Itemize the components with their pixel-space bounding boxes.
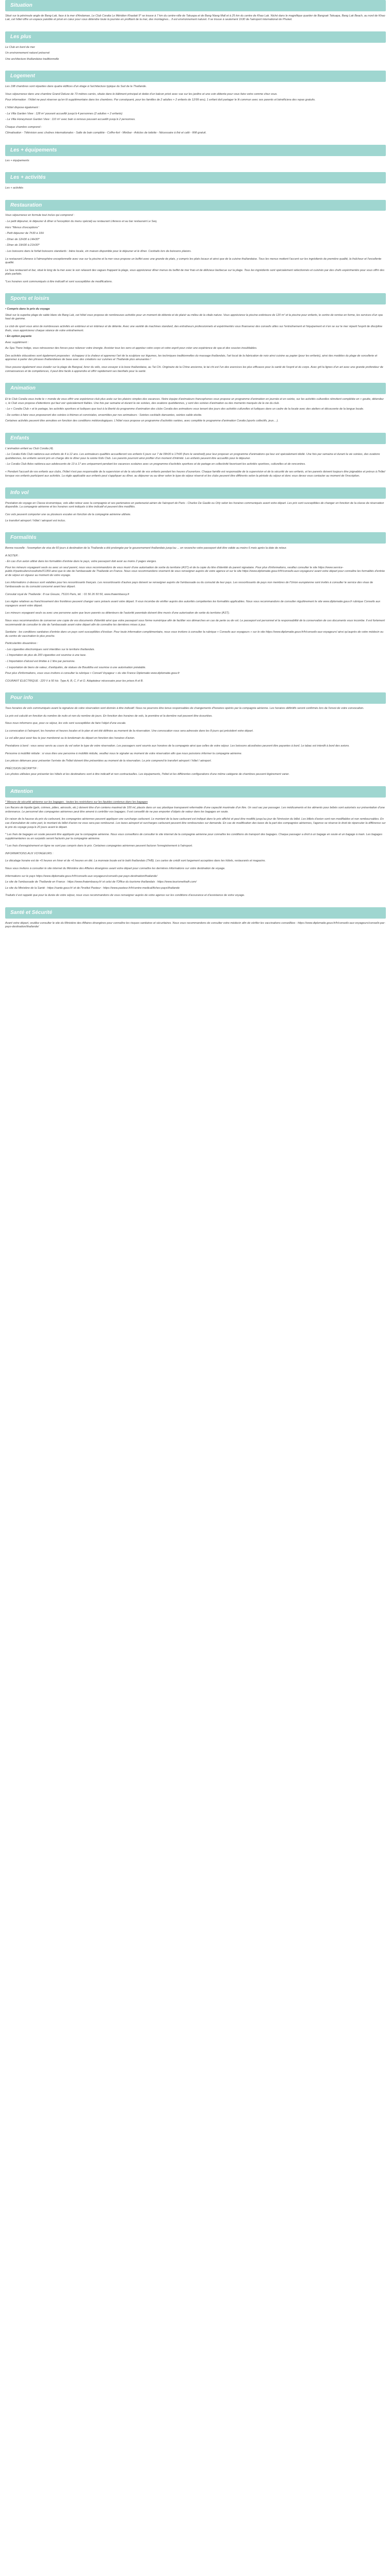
paragraph: Le Club en bord de mer bbox=[5, 45, 35, 49]
section-11 bbox=[5, 692, 386, 785]
paragraph: - La Villa Honeymoon Garden View : 110 m² avec bain à remous pouvant accueillir jusqu'à 2 personnes. bbox=[5, 118, 136, 122]
paragraph: PRÉCISION DÉCRIPTIF : bbox=[5, 767, 38, 770]
paragraph: * Les frais de bagages en soute peuvent être appliqués par la compagnie aérienne. Nous vous conseillons de consulter le site internet de la compagnie aérienne pour connaître les conditions de transport des bagages. Chaque passager a droit à un bagage en soute et un bagage à main. Les bagages supplémentaires ou en surpoids seront facturés par la compagnie aérienne. bbox=[5, 833, 383, 840]
paragraph[interactable]: Le site du Ministère de la Santé : https://sante.gouv.fr/ et de l'Institut Pasteur : https://www.pasteur.fr/fr/centre-medical/fiches-pays/thailande bbox=[5, 886, 180, 890]
section-spacer bbox=[5, 426, 386, 432]
paragraph: *Les horaires sont communiqués à titre indicatif et sont susceptibles de modifications. bbox=[5, 280, 113, 283]
section-1 bbox=[5, 31, 386, 70]
section-body bbox=[5, 398, 386, 432]
paragraph: - Le Coralia Club Ados raidonca aux adolescents de 13 à 17 ans uniquement pendant les vacances scolaires avec un programme d'activités sportives et de partage en collectivité favorisant les activités sportives, culturelles et de rencontres. bbox=[5, 463, 306, 466]
paragraph: Le club de sport vous ainsi de nombreuses activités en extérieur et en intérieur et de détente. Avec une variété de machines standard, des entraîneurs professionnels et expérimentés vous finanserez des conseils utiles sur l'entraînement et l'équipement et n'en se sur le mer réparti l'esprit de discipline thaïs, vous apprécierez chaque séance de votre entraînement. bbox=[5, 325, 383, 332]
paragraph: Les photos utilisées pour présenter les hôtels et les destinations sont à titre indicatif et non contractuelles. Les équipements, l'hôtel et les différentes configurations d'une même catégorie de chambres peuvent légèrement varier. bbox=[5, 773, 290, 776]
paragraph[interactable]: Informations sur le pays https://www.diplomatie.gouv.fr/fr/conseils-aux-voyageurs/conseils-par-pays-destination/thailande/ bbox=[5, 874, 158, 878]
section-body bbox=[5, 447, 386, 486]
section-body bbox=[5, 502, 386, 531]
section-body bbox=[5, 707, 386, 785]
section-title: Logement bbox=[5, 71, 386, 82]
section-body bbox=[5, 801, 386, 906]
paragraph: Pour information : l'hôtel ne peut réserver qu'en lit supplémentaire dans les chambres. Par conséquent, pour les familles de 2 adultes + 2 enfants de 12/99 ans), 1 enfant doit partager le lit commun avec ses parents et bénéficiera des repas gratuits. bbox=[5, 98, 316, 102]
paragraph: Ces vols peuvent comporter une ou plusieurs escales en fonction de la compagnie aérienne utilisée. bbox=[5, 513, 131, 517]
section-3 bbox=[5, 145, 386, 171]
section-0 bbox=[5, 0, 386, 30]
section-body bbox=[5, 922, 386, 938]
section-body bbox=[5, 159, 386, 172]
section-title: Formalités bbox=[5, 532, 386, 544]
paragraph[interactable]: Le site de l'ambassade de Thaïlande en France : https://www.thaiembassy.fr/ et celui de l'Office du tourisme thaïlandais : https://www.tourismethaifr.com/ bbox=[5, 880, 197, 884]
paragraph: Bonne nouvelle : l'exemption de visa de 60 jours à destination de la Thaïlande a été prolongée par le gouvernement thaïlandais jusqu'au ... en revanche votre passeport doit être valide au moins 6 mois après la date de retour. bbox=[5, 546, 287, 550]
paragraph: Les mineurs voyageant seuls ou avec une personne autre que leurs parents ou détenteurs de l'autorité parentale doivent être munis d'une autorisation de sortie du territoire (AST). bbox=[5, 612, 230, 615]
paragraph: Personne à mobilité réduite : si vous êtes une personne à mobilité réduite, veuillez nous le signaler au moment de votre réservation afin que nous puissions informer la compagnie aérienne. bbox=[5, 752, 242, 755]
paragraph: - Le « Coralia Club » et le partage, les activités sportives et ludiques que tout à la liberté du programme d'animation des clubs Coralia des animations vous tenant des jours des activités culturelles et ludiques dans un cadre de la locale avec des ateliers et découverte de la langue locale. bbox=[5, 408, 364, 411]
section-title: Enfants bbox=[5, 433, 386, 444]
paragraph: Les pièces détenues pour présenter l'arrivée de l'hôtel doivent être présentées au moment de la réservation. Le prix comprend le transfert aéroport / hôtel / aéroport. bbox=[5, 759, 212, 763]
section-body bbox=[5, 547, 386, 691]
paragraph: * Mesure de sécurité aérienne sur les bagages : toutes les restrictions sur les liquides contenus dans les bagages bbox=[5, 800, 148, 804]
paragraph: Les informations ci-dessus sont valables pour les ressortissants français. Les ressortissants d'autres pays doivent se renseigner auprès de l'ambassade ou du consulat de leur pays. Les ressortissants de pays non membres de l'Union européenne sont invités à consulter le service des visas de l'ambassade ou du consulat concerné avant leur départ. bbox=[5, 581, 373, 589]
paragraph: Pour les mineurs voyageant seuls ou avec un seul parent, nous vous recommandons de vous munir d'une autorisation de sortie du territoire (AST) et de la copie du titre d'identité du parent signataire. Pour plus d'informations, veuillez consulter le site https://www.service-public.fr/particuliers/vosdroits/F1359 ainsi que le site de l'ambassade de Thaïlande en France. Nous vous recommandons vivement de vous renseigner auprès de votre agence et sur le site https://www.diplomatie.gouv.fr/fr/conseils-aux-voyageurs/ avant votre départ pour connaître les formalités d'entrée et de séjour en vigueur au moment de votre voyage. bbox=[5, 566, 385, 577]
paragraph: Le restaurant Lifeness à l'atmosphère exceptionnelle avec vue sur la piscine et la mer vous propose un buffet avec une grande de plats, y compris les plats locaux et ainsi que de la cuisine thaïlandaise. Tous les menus mettent l'accent sur les ingrédients de première qualité, la fraîcheur et l'excellente qualité. bbox=[5, 257, 382, 265]
section-spacer bbox=[5, 779, 386, 785]
paragraph: Le transfert aéroport / hôtel / aéroport est inclus. bbox=[5, 519, 66, 522]
paragraph: - En cas d'un avion utilisé dans les formalités d'entrée dans le pays, votre passeport doit avoir au moins 2 pages vierges. bbox=[5, 560, 157, 564]
section-10 bbox=[5, 532, 386, 691]
paragraph: Les 198 chambres sont réparties dans quatre édifices d'un étage à l'architecture typique du Sud de la Thaïlande. bbox=[5, 85, 147, 89]
paragraph: Le Sea restaurant et bar, situé le long de la mer avec le son relaxant des vagues frappant la plage, vous apprécierez dîner menus du buffet de mer frais et de délicieux barbecue sur la plage. Tous les ingrédients sont spécialement sélectionnés et cuisinés par des chefs expérimentés pour vous offrir des plats parfaits. bbox=[5, 268, 385, 276]
subheading: • Compris dans le prix du voyage bbox=[5, 308, 386, 312]
paragraph: - Les boissons dans le forfait boissons standards : bière locale, vin maison disponible pour le déjeuner et le dîner. Cocktails lors de boissons plaisirs. bbox=[5, 249, 192, 253]
section-5 bbox=[5, 200, 386, 293]
section-4 bbox=[5, 172, 386, 198]
section-6 bbox=[5, 293, 386, 382]
paragraph: Et le Club Coralia vous invite le « monde de vous offrir une expérience club plus axée sur les plaisirs simples des vacances. Notre équipe d'animateurs francophones vous propose un programme d'animation en journée et en soirée, sur les activités culturelles réinvitent complétée en « goutte, détendez », le Club vous propose d'attentions qui faut voir spécialement fiables. Une fois par semaine et durant la vie soirées, des ovations quotidiennes, y sont des soirées d'animation ou des moments marqués de la vie du club. bbox=[5, 397, 384, 405]
section-title: Info vol bbox=[5, 487, 386, 499]
paragraph: En raison de la hausse du prix du carburant, les compagnies aériennes peuvent appliquer une surcharge carburant. Le montant de la taxe carburant est indiqué dans le prix affiché et peut être modifié jusqu'au jour de l'émission du billet. Les billets d'avion sont non modifiables et non remboursables. En cas d'annulation de votre part, le montant du billet d'avion ne vous sera pas remboursé. Les taxes aéroport et surcharges carburant peuvent être remboursées sur demande. En cas de modification des taxes de la part des compagnies aériennes, l'agence se réserve le droit de répercuter la différence sur le prix du voyage jusqu'à 20 jours avant le départ. bbox=[5, 818, 386, 829]
paragraph: Situé sur la superbe plage de sable blanc de Bang Lak, cet hôtel vous propose de nombreuses activités pour un moment de détente et de plaisir au milieu de la vitale nature. Vous apprécierez la piscine extérieure de 120 m² et la piscine pour enfants, le centre de remise en forme, les services d'un spa haut de gamme. bbox=[5, 313, 383, 321]
paragraph: Vous séjournerez dans une chambre Grand Deluxe de 73 mètres carrés, située dans le bâtiment principal et dotée d'un balcon privé avec vue sur les jardins et une coin détente pour vous faire votre comme chez vous. bbox=[5, 92, 278, 96]
paragraph: Prestation de voyage en Classe économique, vols aller-retour avec la compagnie et ses partenaires en partenariat aérien de l'aéroport de Paris - Charles De Gaulle ou Orly selon les horaires communiqués avant votre départ. Les prix sont susceptibles de changer en fonction de la classe de réservation disponible. La compagnie aérienne et les horaires sont indiqués à titre indicatif et peuvent être modifiés. bbox=[5, 501, 384, 509]
paragraph: Climatisation - Télévision avec chaînes internationales - Salle de bain complète - Coffre-fort - Minibar - Articles de toilette - Nécessaire à thé et café - Wifi gratuit. bbox=[5, 131, 207, 135]
paragraph: Le vol aller peut avoir lieu le jour mentionné ou le lendemain du départ en fonction des horaires d'avion. bbox=[5, 737, 135, 740]
paragraph: Sanitaire : les conditions sanitaires d'entrée dans un pays sont susceptibles d'évoluer. Pour toute information complémentaire, nous vous invitons à consulter la rubrique « Conseils aux voyageurs » sur le site https://www.diplomatie.gouv.fr/fr/conseils-aux-voyageurs/ ainsi qu'auprès de votre médecin ou du centre de vaccination le plus proche. bbox=[5, 631, 384, 638]
section-spacer bbox=[5, 138, 386, 144]
paragraph: - Petit déjeuner de 7h30 à 10H bbox=[5, 232, 44, 235]
paragraph: Les flacons de liquide (gels, crèmes, pâtes, aérosols, etc.) doivent être d'un contenu maximal de 100 ml, placés dans un sac plastique transparent refermable d'une capacité maximale d'un litre. Un seul sac par passager. Les médicaments et les aliments pour bébés sont autorisés sur présentation d'une ordonnance. Le personnel des compagnies aériennes peut être amené à contrôler vos bagages. Il est conseillé de ne pas emporter d'objets de valeur dans les bagages en soute. bbox=[5, 806, 385, 814]
paragraph: - L'importation de plus de 200 cigarettes est soumise à une taxe. bbox=[5, 654, 87, 657]
paragraph: * Les frais d'enregistrement en ligne ne sont pas compris dans le prix. Certaines compagnies aériennes peuvent facturer l'enregistrement à l'aéroport. bbox=[5, 844, 193, 848]
section-12 bbox=[5, 786, 386, 906]
paragraph: INFORMATIONS AUX VOYAGEURS : bbox=[5, 852, 54, 855]
paragraph: Au Spa There Indigo, vous retrouverez des forces pour relancer votre énergie. Assister tous les sens et appréez votre corps et votre esprit pour créer une expérience de spa et des soucies inoubliables. bbox=[5, 347, 257, 350]
paragraph: Nous vous recommandons de conserver une copie de vos documents d'identité ainsi que votre passeport sous forme numérique afin de faciliter vos démarches en cas de perte ou de vol. Le passeport est personnel et la responsabilité de la conservation de ces documents vous incombe. Il est fortement recommandé de consulter le site de l'ambassade avant votre départ afin de connaître les dernières mises à jour. bbox=[5, 619, 385, 626]
paragraph: Des activités éducatives sont également proposées : échappez à la chaleur et apprenez l'art de la sculpture sur légumes, les techniques traditionnelles du massage thaïlandais, l'art local de la fabrication de noix ainsi cuisine au papier (pour les enfants), ainsi des modèles du plage de sorcellerie et apprenez à parler des phrases thaïlandaises de base avec des créations sur cuisines et Thaïlande plus amusantes ! bbox=[5, 354, 378, 362]
paragraph: Consulat royal de Thaïlande : 8 rue Greuze, 75116 Paris, tél. : 01 56 26 50 50, www.thaiembassy.fr bbox=[5, 592, 129, 596]
section-13 bbox=[5, 907, 386, 938]
section-spacer bbox=[5, 24, 386, 30]
section-title: Santé et Sécurité bbox=[5, 907, 386, 919]
paragraph: Les + activités bbox=[5, 187, 24, 190]
section-body bbox=[5, 46, 386, 70]
section-spacer bbox=[5, 931, 386, 938]
paragraph: Particularités douanières : bbox=[5, 642, 38, 646]
paragraph: Les règles relatives au franchissement des frontières peuvent changer sans préavis avant votre départ. Il vous incombe de vérifier auprès des autorités compétentes les formalités applicables. Nous vous recommandons de consulter régulièrement le site www.diplomatie.gouv.fr rubrique Conseils aux voyageurs avant votre départ. bbox=[5, 600, 381, 607]
section-spacer bbox=[5, 376, 386, 382]
section-body bbox=[5, 308, 386, 382]
paragraph: Situé sur la péninsule angle de Bang-Lak, face à la mer d'Andaman, Le Club Coralia Le Méridien Khaolak 5* se trouve à 7 km du centre-ville de Takuapa et de Bang Niang Mall et à 25 km du centre de Khao Lak. Niché dans le magnifique quartier de Bangsak Takuapa, Bang Lak Beach, au nord de Khao Lak, cet hôtel offre un espace paisible et privé en cœur pour vous détendre toute la journée en profitant de la mer, des montagnes... Il est environnement naturel. Il se trouve à seulement 1h30 de l'aéroport international de Phuket. bbox=[5, 14, 385, 22]
paragraph: Vous pouvez également vous évader sur la plage de Bangsal, livrer du vélo, vous essayer à la boxe thaïlandaise, au Tai Chi. Originaire de la Chine ancienne, le tai chi est l'un des exercices les plus efficaces pour la santé de l'esprit et du corps. Avec gril la lignes d'un art avec une grande profondeur de connaissances et de compétences, il peut être facile à apprendre et offrir rapidement ses bienfaits pour la santé. bbox=[5, 365, 383, 373]
section-title: Sports et loisirs bbox=[5, 293, 386, 304]
paragraph: - Les cigarettes électroniques sont interdites sur le territoire thaïlandais. bbox=[5, 648, 95, 651]
section-title: Les + activités bbox=[5, 172, 386, 183]
paragraph: Certaines activités peuvent être annulées en fonction des conditions météorologiques. L'hôtel vous propose un programme d'activités variées, avec complète le programme d'animation Coralia (sports collectifs, jeux... ). bbox=[5, 419, 279, 423]
paragraph: Nous vous invitons à consulter le site internet du Ministère des Affaires étrangères avant votre départ pour connaître les dernières informations sur votre destination de voyage. bbox=[5, 867, 225, 871]
paragraph: - Dîner de 19H30 à 21H30* bbox=[5, 244, 40, 247]
product-description-page bbox=[0, 0, 391, 938]
subheading: • En option payante bbox=[5, 335, 386, 339]
paragraph: L'hôtel dispose également : bbox=[5, 106, 40, 110]
paragraph: Le décalage horaire est de +5 heures en hiver et de +6 heures en été. La monnaie locale est le baht thaïlandais (THB). Les cartes de crédit sont largement acceptées dans les hôtels, restaurants et magasins. bbox=[5, 859, 266, 863]
section-spacer bbox=[5, 900, 386, 906]
section-spacer bbox=[5, 525, 386, 531]
section-spacer bbox=[5, 286, 386, 292]
paragraph: - De sorties à faire vous proposeront des soirées à thèmes et conviviales, ensembles par nos animateurs : Soirées cocktails dansantes, soirées sable etcète. bbox=[5, 413, 202, 417]
paragraph: - Le petit déjeuner, le déjeuner & dîner à l'exception du menu spécial) au restaurant Lifeness et au bar restaurant Le Seq. bbox=[5, 220, 157, 224]
paragraph: Avec supplément : bbox=[5, 341, 29, 344]
section-body bbox=[5, 14, 386, 30]
section-body bbox=[5, 85, 386, 144]
paragraph: Chaque chambre comprend : bbox=[5, 125, 42, 129]
section-spacer bbox=[5, 685, 386, 691]
section-9 bbox=[5, 487, 386, 531]
paragraph: Une architecture thaïlandaise traditionnelle bbox=[5, 57, 59, 61]
paragraph: « Pendant l'accueil de vos enfants aux clubs, l'hôtel n'est pas responsable de la supervision et de la sécurité de vos enfants pendant les heures d'ouverture. Chaque famille est responsable de la supervision et de la sécurité de ses enfants, et les parents doivent toujours être joignables et prévus à l'hôtel lorsque vos enfants participent aux activités. La règle applicable aux enfants peut s'appliquer au dîner, au déjeuner ou au diner selon le type de séjour réservé et les clubs peuvent être différents selon la période du séjour et donc vous devez vous contacter au moment de l'inscription. bbox=[5, 470, 385, 478]
paragraph: Les + équipements bbox=[5, 159, 29, 162]
section-title: Pour info bbox=[5, 692, 386, 704]
paragraph: A NOTER : bbox=[5, 554, 20, 557]
paragraph: Nous nous informons que, pour ce séjour, les vols sont susceptibles de faire l'objet d'une escale. bbox=[5, 722, 126, 725]
paragraph: Un environnement naturel préservé bbox=[5, 52, 50, 55]
section-spacer bbox=[5, 480, 386, 486]
paragraph: Pour plus d'informations, vous vous invitons à consulter la rubrique « Conseil Voyageur » du site France Diplomatie www.diplomatie.gouv.fr bbox=[5, 672, 180, 675]
section-2 bbox=[5, 71, 386, 143]
section-title: Les plus bbox=[5, 31, 386, 43]
paragraph: - Le Coralia Kids Club raidonca aux enfants de 4 à 12 ans. Les animateurs qualifiés accueilleront vos enfants 6 jours sur 7 de 09h30 à 17h00 (hors le vendredi) pour leur proposer un programme d'animations qui leur est spécialement dédié. Une fois par semaine et durant la vie soirées, des ovations quotidiennes, les enfants seront pris en charge dès le dîner pour la soirée Kids Club. Les parents pourront ainsi profiter d'un moment d'intimité. Les enfants peuvent être accueillis pour le déjeuner. bbox=[5, 453, 380, 460]
section-7 bbox=[5, 383, 386, 432]
paragraph: Le prix est calculé en fonction du nombre de nuits et non du nombre de jours. En fonction des horaires de vols, la première et la dernière nuit peuvent être écourtées. bbox=[5, 714, 213, 718]
paragraph: - L'exportation de biens de valeur, d'antiquités, de statues de Bouddha est soumise à une autorisation préalable. bbox=[5, 666, 146, 669]
paragraph: Avant votre départ, veuillez consulter le site du Ministère des Affaires étrangères pour connaître les risques sanitaires et sécuritaires. Nous vous recommandons de consulter votre médecin afin de vérifier les vaccinations conseillées : https://www.diplomatie.gouv.fr/fr/conseils-aux-voyageurs/conseils-par-pays-destination/thailande/ bbox=[5, 921, 385, 929]
section-title: Restauration bbox=[5, 200, 386, 211]
section-spacer bbox=[5, 193, 386, 199]
paragraph: L'animation enfant au Club Coralia (4). bbox=[5, 447, 54, 450]
paragraph: - L'importation d'alcool est limitée à 1 litre par personne. bbox=[5, 659, 76, 663]
section-title: Situation bbox=[5, 0, 386, 11]
paragraph: Vous séjournerez en formule tout inclus qui comprend : bbox=[5, 214, 75, 217]
section-body bbox=[5, 214, 386, 292]
section-title: Attention bbox=[5, 786, 386, 798]
section-spacer bbox=[5, 63, 386, 70]
section-body bbox=[5, 187, 386, 199]
section-spacer bbox=[5, 165, 386, 171]
paragraph: La convocation à l'aéroport, les horaires et heures locales et le plan et ont été définies au moment de la réservation. Une convocation vous sera adressée dans les 8 jours qui précèdent votre départ. bbox=[5, 729, 254, 733]
paragraph: COURANT ÉLECTRIQUE : 220 V à 50 Hz. Type A, B, C, F et O. Adaptateur nécessaire pour les prises A et B. bbox=[5, 679, 143, 683]
section-title: Animation bbox=[5, 383, 386, 394]
paragraph: - Dîner de 12H30 à 14H30* bbox=[5, 238, 40, 241]
paragraph: - La Villa Garden View : 128 m² pouvant accueillir jusqu'à 4 personnes (2 adultes + 2 enfants) bbox=[5, 112, 123, 115]
paragraph: Hors "Menus d'exceptions" bbox=[5, 226, 39, 229]
paragraph: Prestations à bord : vous serez servis au cours du vol selon le type de votre réservation. Les passagers sont soumis aux horaires de la compagnie ainsi que celles de votre séjour. Les boissons alcoolisées peuvent être payantes à bord. Le tabac est interdit à bord des avions. bbox=[5, 744, 350, 748]
paragraph: Traduits il est rappelé que pour la durée de votre séjour, nous vous recommandons de vous renseigner auprès de votre agence sur les conditions d'assurance et d'assistance de votre voyage. bbox=[5, 894, 245, 897]
section-title: Les + équipements bbox=[5, 145, 386, 156]
section-8 bbox=[5, 433, 386, 486]
paragraph: Tous horaires de vols communiqués avant la signature de votre réservation sont donnés à titre indicatif. Nous ne pourrons être tenus responsables de changements d'horaires opérés par la compagnie aérienne. Les horaires définitifs seront confirmés lors de l'envoi de votre convocation. bbox=[5, 707, 364, 710]
